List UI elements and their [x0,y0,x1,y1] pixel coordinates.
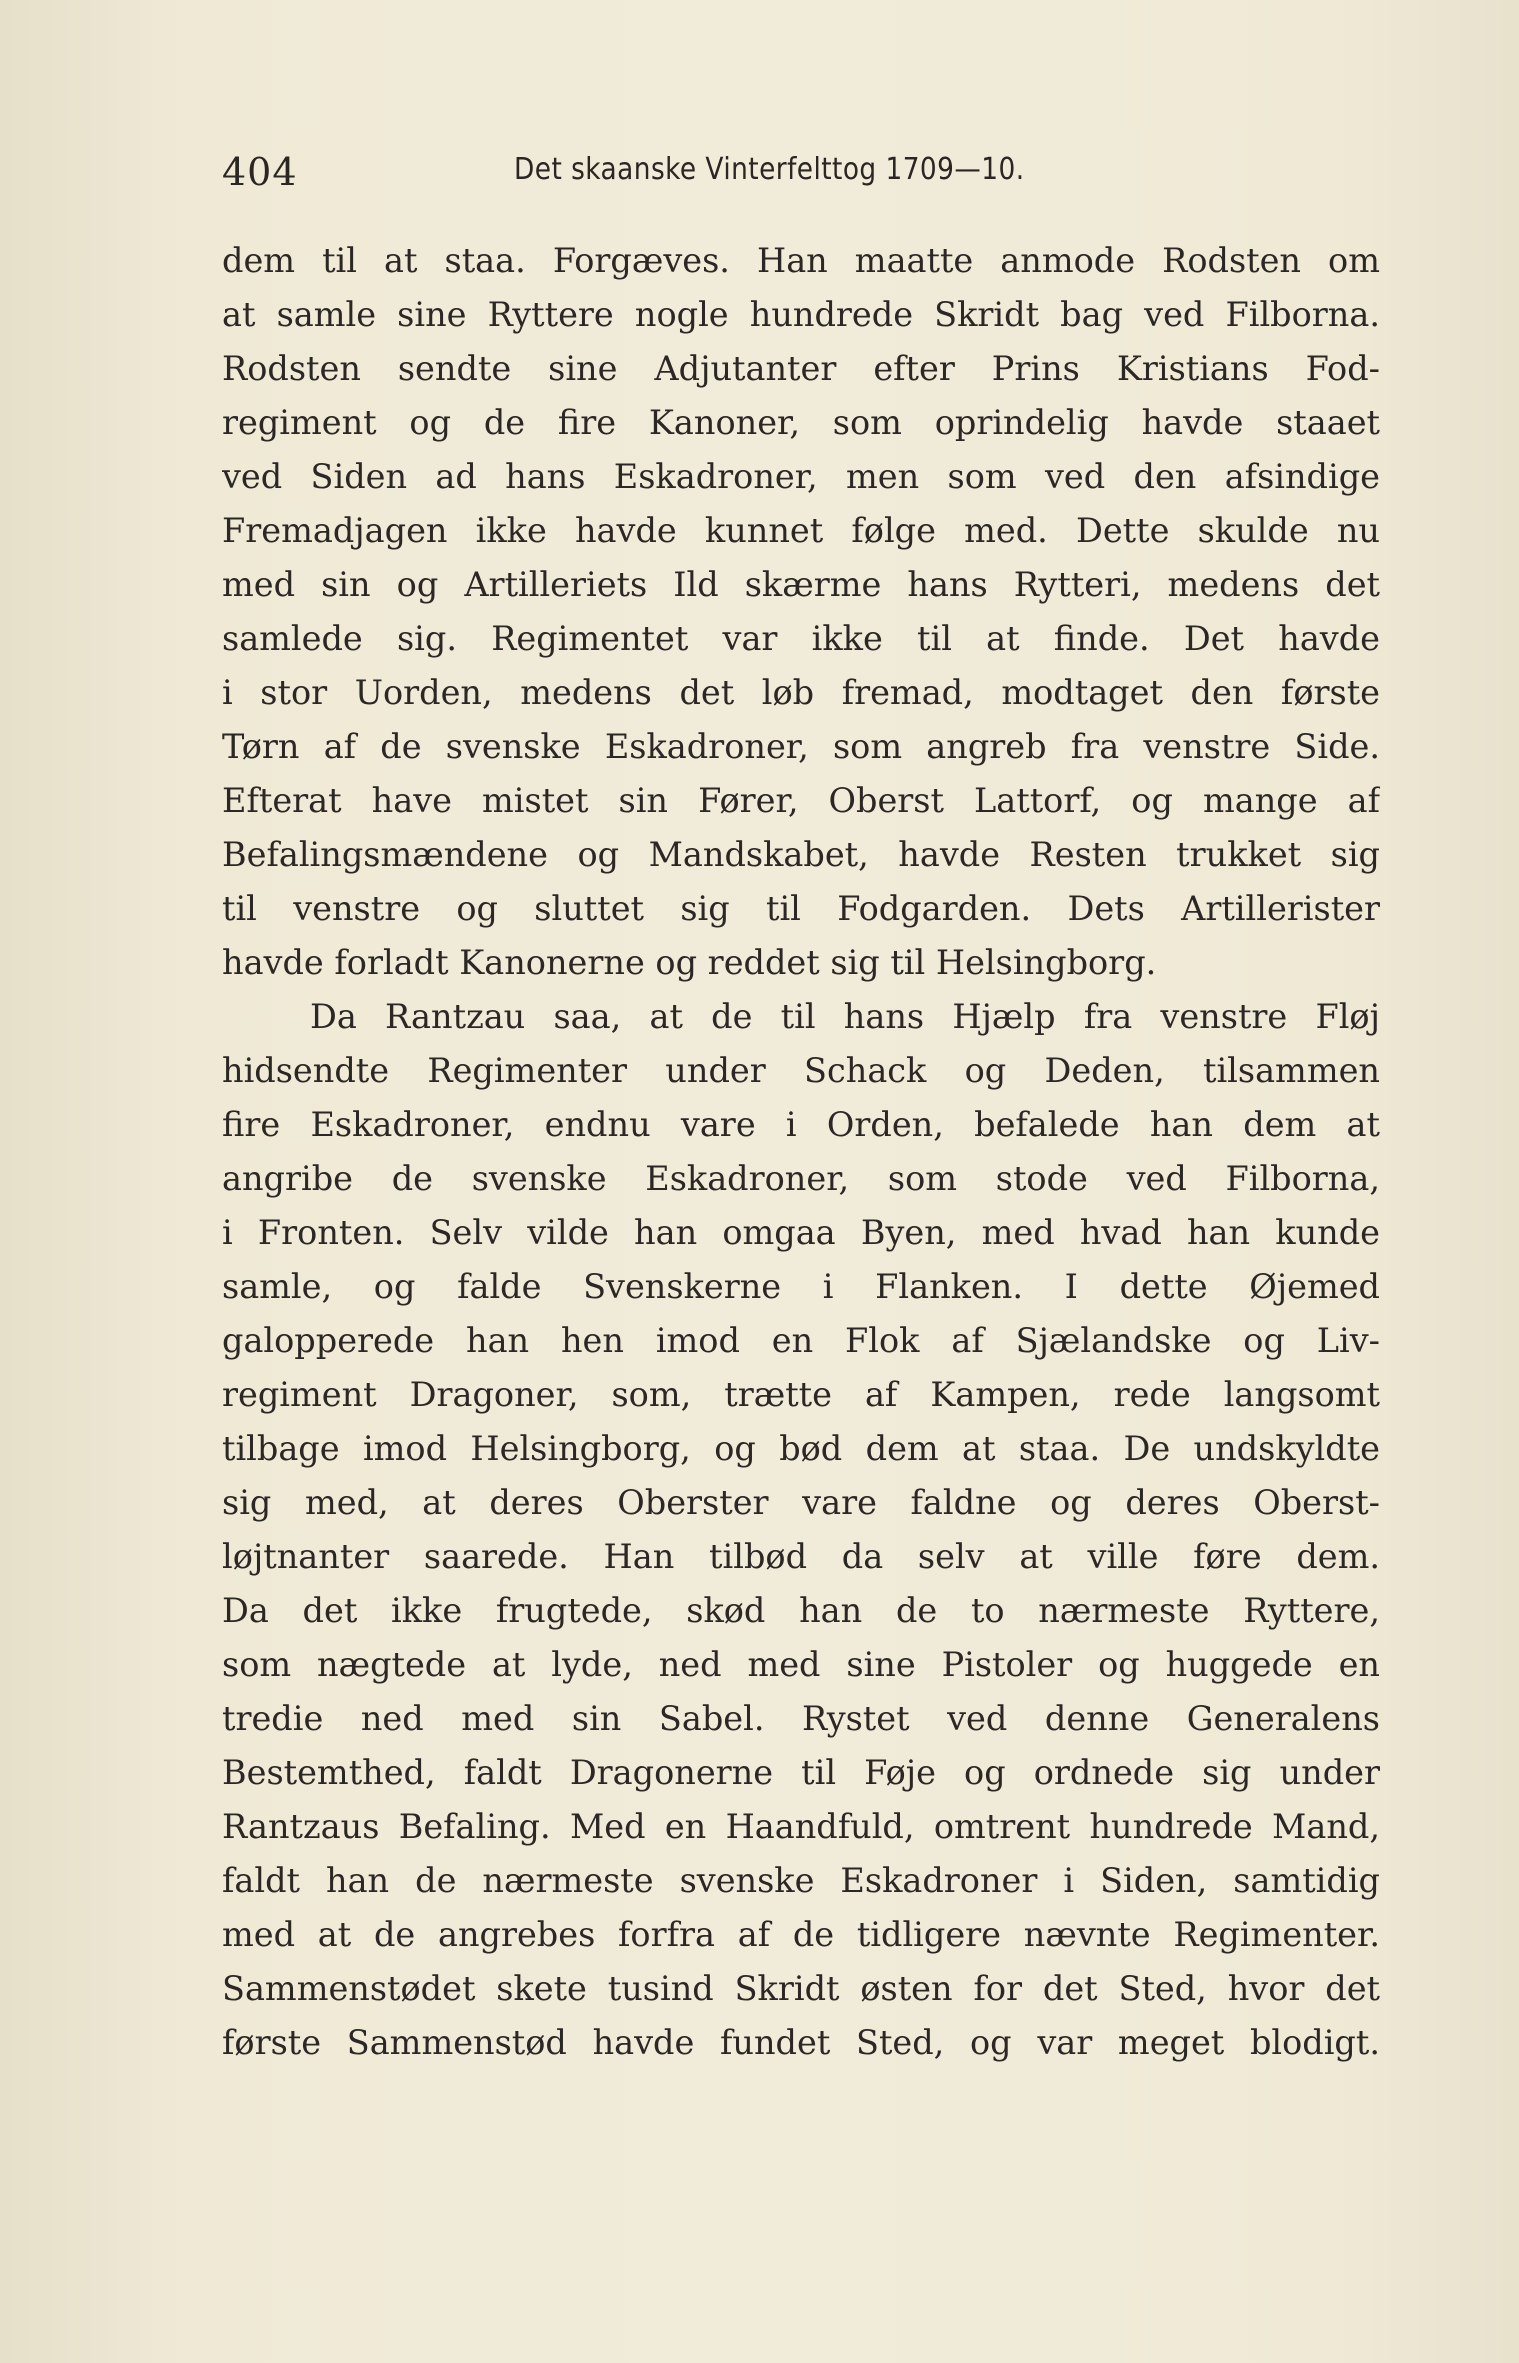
text-line: Fremadjagen ikke havde kunnet følge med. Dette skulde nu [222,511,1380,550]
text-line: regiment Dragoner, som, trætte af Kampen, rede langsomt [222,1375,1380,1414]
text-line: første Sammenstød havde fundet Sted, og var meget blodigt. [222,2023,1380,2062]
text-line: faldt han de nærmeste svenske Eskadroner i Siden, samtidig [222,1861,1380,1900]
text-line: med sin og Artilleriets Ild skærme hans Rytteri, medens det [222,565,1380,604]
text-line: Bestemthed, faldt Dragonerne til Føje og ordnede sig under [222,1753,1380,1792]
text-line: hidsendte Regimenter under Schack og Deden, tilsammen [222,1051,1380,1090]
text-line: Sammenstødet skete tusind Skridt østen for det Sted, hvor det [222,1969,1380,2008]
text-line: Rantzaus Befaling. Med en Haandfuld, omtrent hundrede Mand, [222,1807,1380,1846]
text-line: ved Siden ad hans Eskadroner, men som ved den afsindige [222,457,1380,496]
text-line: som nægtede at lyde, ned med sine Pistoler og huggede en [222,1645,1380,1684]
text-line: sig med, at deres Oberster vare faldne og deres Oberst- [222,1483,1380,1522]
text-line: galopperede han hen imod en Flok af Sjælandske og Liv- [222,1321,1380,1360]
text-line: Efterat have mistet sin Fører, Oberst Lattorf, og mange af [222,781,1380,820]
paragraph-end-line: havde forladt Kanonerne og reddet sig til Helsingborg. [222,943,1157,982]
text-line: i stor Uorden, medens det løb fremad, modtaget den første [222,673,1380,712]
text-line: samlede sig. Regimentet var ikke til at finde. Det havde [222,619,1380,658]
text-line: Tørn af de svenske Eskadroner, som angreb fra venstre Side. [222,727,1380,766]
body-text [222,234,1380,2070]
page-header [222,142,1382,202]
text-line: at samle sine Ryttere nogle hundrede Skridt bag ved Filborna. [222,295,1380,334]
text-line: Rodsten sendte sine Adjutanter efter Prins Kristians Fod- [222,349,1380,388]
text-line: fire Eskadroner, endnu vare i Orden, befalede han dem at [222,1105,1380,1144]
text-line: i Fronten. Selv vilde han omgaa Byen, med hvad han kunde [222,1213,1380,1252]
text-line: regiment og de fire Kanoner, som oprindelig havde staaet [222,403,1380,442]
text-line: til venstre og sluttet sig til Fodgarden. Dets Artillerister [222,889,1380,928]
text-line: samle, og falde Svenskerne i Flanken. I dette Øjemed [222,1267,1380,1306]
text-line: Befalingsmændene og Mandskabet, havde Resten trukket sig [222,835,1380,874]
text-line: angribe de svenske Eskadroner, som stode ved Filborna, [222,1159,1380,1198]
text-line: tredie ned med sin Sabel. Rystet ved denne Generalens [222,1699,1380,1738]
page-number: 404 [222,150,298,194]
running-title: Det skaanske Vinterfelttog 1709—10. [514,152,1025,187]
text-line: løjtnanter saarede. Han tilbød da selv at ville føre dem. [222,1537,1380,1576]
text-line: tilbage imod Helsingborg, og bød dem at staa. De undskyldte [222,1429,1380,1468]
text-line: med at de angrebes forfra af de tidligere nævnte Regimenter. [222,1915,1380,1954]
text-line: dem til at staa. Forgæves. Han maatte anmode Rodsten om [222,241,1380,280]
paragraph-start-line: Da Rantzau saa, at de til hans Hjælp fra venstre Fløj [310,997,1380,1036]
text-line: Da det ikke frugtede, skød han de to nærmeste Ryttere, [222,1591,1380,1630]
